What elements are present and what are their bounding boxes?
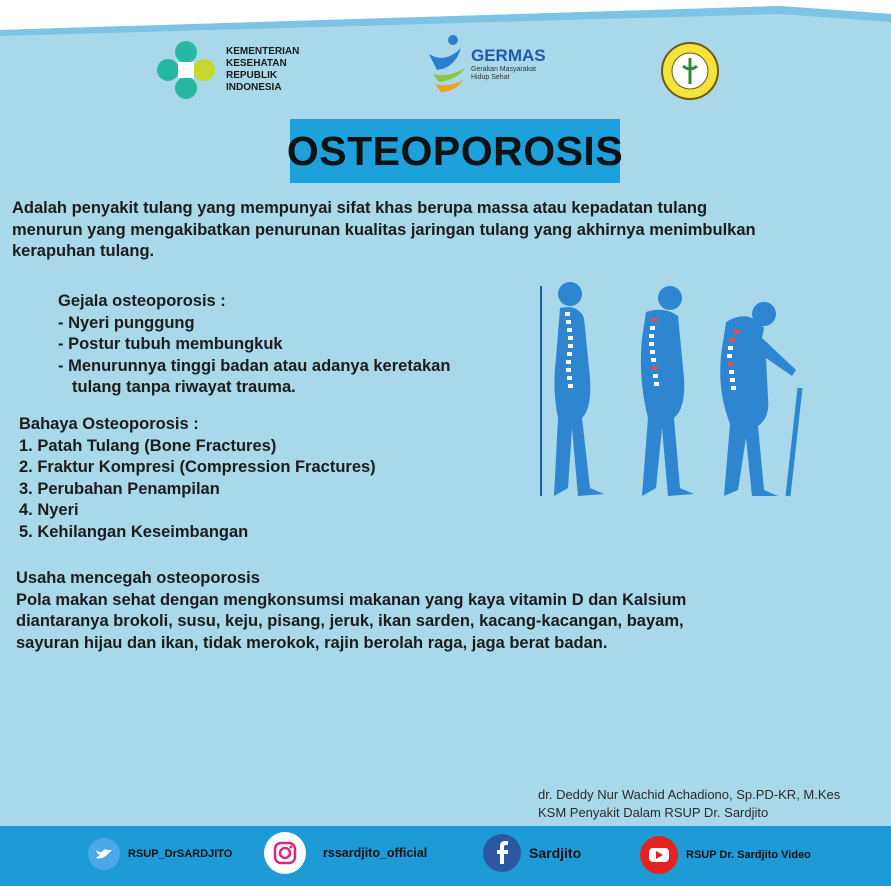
prevention-section — [16, 568, 876, 654]
danger-item: 3. Perubahan Penampilan — [19, 479, 220, 498]
prevention-heading: Usaha mencegah osteoporosis — [16, 569, 260, 587]
author-affiliation: KSM Penyakit Dalam RSUP Dr. Sardjito — [538, 805, 769, 820]
germas-title: GERMAS — [471, 46, 546, 65]
cane-icon — [788, 388, 800, 496]
instagram-handle: rssardjito_official — [323, 846, 428, 860]
youtube-link[interactable] — [640, 836, 811, 874]
kemenkes-line: INDONESIA — [226, 82, 282, 93]
page-title: OSTEOPOROSIS — [286, 127, 624, 174]
instagram-link[interactable] — [263, 831, 427, 875]
prevention-line: diantaranya brokoli, susu, keju, pisang, jeruk, ikan sarden, kacang-kacangan, bayam, — [16, 612, 684, 630]
germas-subtitle: Gerakan Masyarakat — [471, 66, 536, 73]
symptoms-heading: Gejala osteoporosis : — [58, 292, 226, 310]
kemenkes-emblem-icon — [154, 38, 218, 102]
twitter-handle: RSUP_DrSARDJITO — [128, 848, 233, 860]
kemenkes-line: KEMENTERIAN — [226, 46, 300, 57]
germas-subtitle: Hidup Sehat — [471, 74, 510, 81]
intro-line: kerapuhan tulang. — [12, 242, 155, 260]
facebook-icon — [483, 834, 521, 872]
germas-figure-icon — [425, 34, 471, 94]
stooped-figure — [641, 286, 694, 496]
symptom-item: - Postur tubuh membungkuk — [58, 335, 283, 353]
author-name: dr. Deddy Nur Wachid Achadiono, Sp.PD-KR, M.Kes — [538, 787, 841, 802]
hunched-figure — [720, 302, 796, 496]
kemenkes-logo — [154, 38, 299, 102]
twitter-link[interactable] — [88, 838, 232, 870]
logo-header — [0, 34, 891, 114]
intro-line: menurun yang mengakibatkan penurunan kualitas jaringan tulang yang akhirnya menimbulkan — [12, 220, 756, 239]
page-title-box — [286, 119, 624, 183]
twitter-icon — [88, 838, 120, 870]
danger-item: 5. Kehilangan Keseimbangan — [19, 522, 249, 541]
facebook-handle: Sardjito — [529, 845, 582, 861]
danger-item: 1. Patah Tulang (Bone Fractures) — [19, 436, 277, 455]
facebook-link[interactable] — [483, 834, 581, 872]
youtube-icon — [640, 836, 678, 874]
spine-posture-illustration — [538, 278, 808, 503]
upright-figure — [554, 282, 604, 496]
intro-line: Adalah penyakit tulang yang mempunyai sifat khas berupa massa atau kepadatan tulang — [12, 199, 708, 217]
social-footer — [0, 826, 891, 886]
dangers-section — [19, 414, 489, 543]
symptom-item-continuation: tulang tanpa riwayat trauma. — [72, 378, 296, 396]
intro-paragraph — [12, 198, 888, 263]
kemenkes-line: REPUBLIK — [226, 70, 278, 81]
author-credit — [538, 786, 840, 822]
dangers-heading: Bahaya Osteoporosis : — [19, 415, 199, 433]
instagram-icon — [263, 831, 307, 875]
symptom-item: - Nyeri punggung — [58, 313, 195, 332]
prevention-line: sayuran hijau dan ikan, tidak merokok, rajin berolah raga, jaga berat badan. — [16, 633, 608, 652]
symptom-item: - Menurunnya tinggi badan atau adanya keretakan — [58, 356, 451, 375]
germas-logo — [425, 34, 546, 94]
hospital-seal-icon — [661, 42, 719, 100]
danger-item: 4. Nyeri — [19, 501, 79, 519]
danger-item: 2. Fraktur Kompresi (Compression Fractures) — [19, 458, 376, 476]
youtube-channel: RSUP Dr. Sardjito Video — [686, 849, 811, 861]
kemenkes-line: KESEHATAN — [226, 58, 287, 69]
symptoms-section — [58, 291, 528, 399]
prevention-line: Pola makan sehat dengan mengkonsumsi makanan yang kaya vitamin D dan Kalsium — [16, 590, 687, 609]
